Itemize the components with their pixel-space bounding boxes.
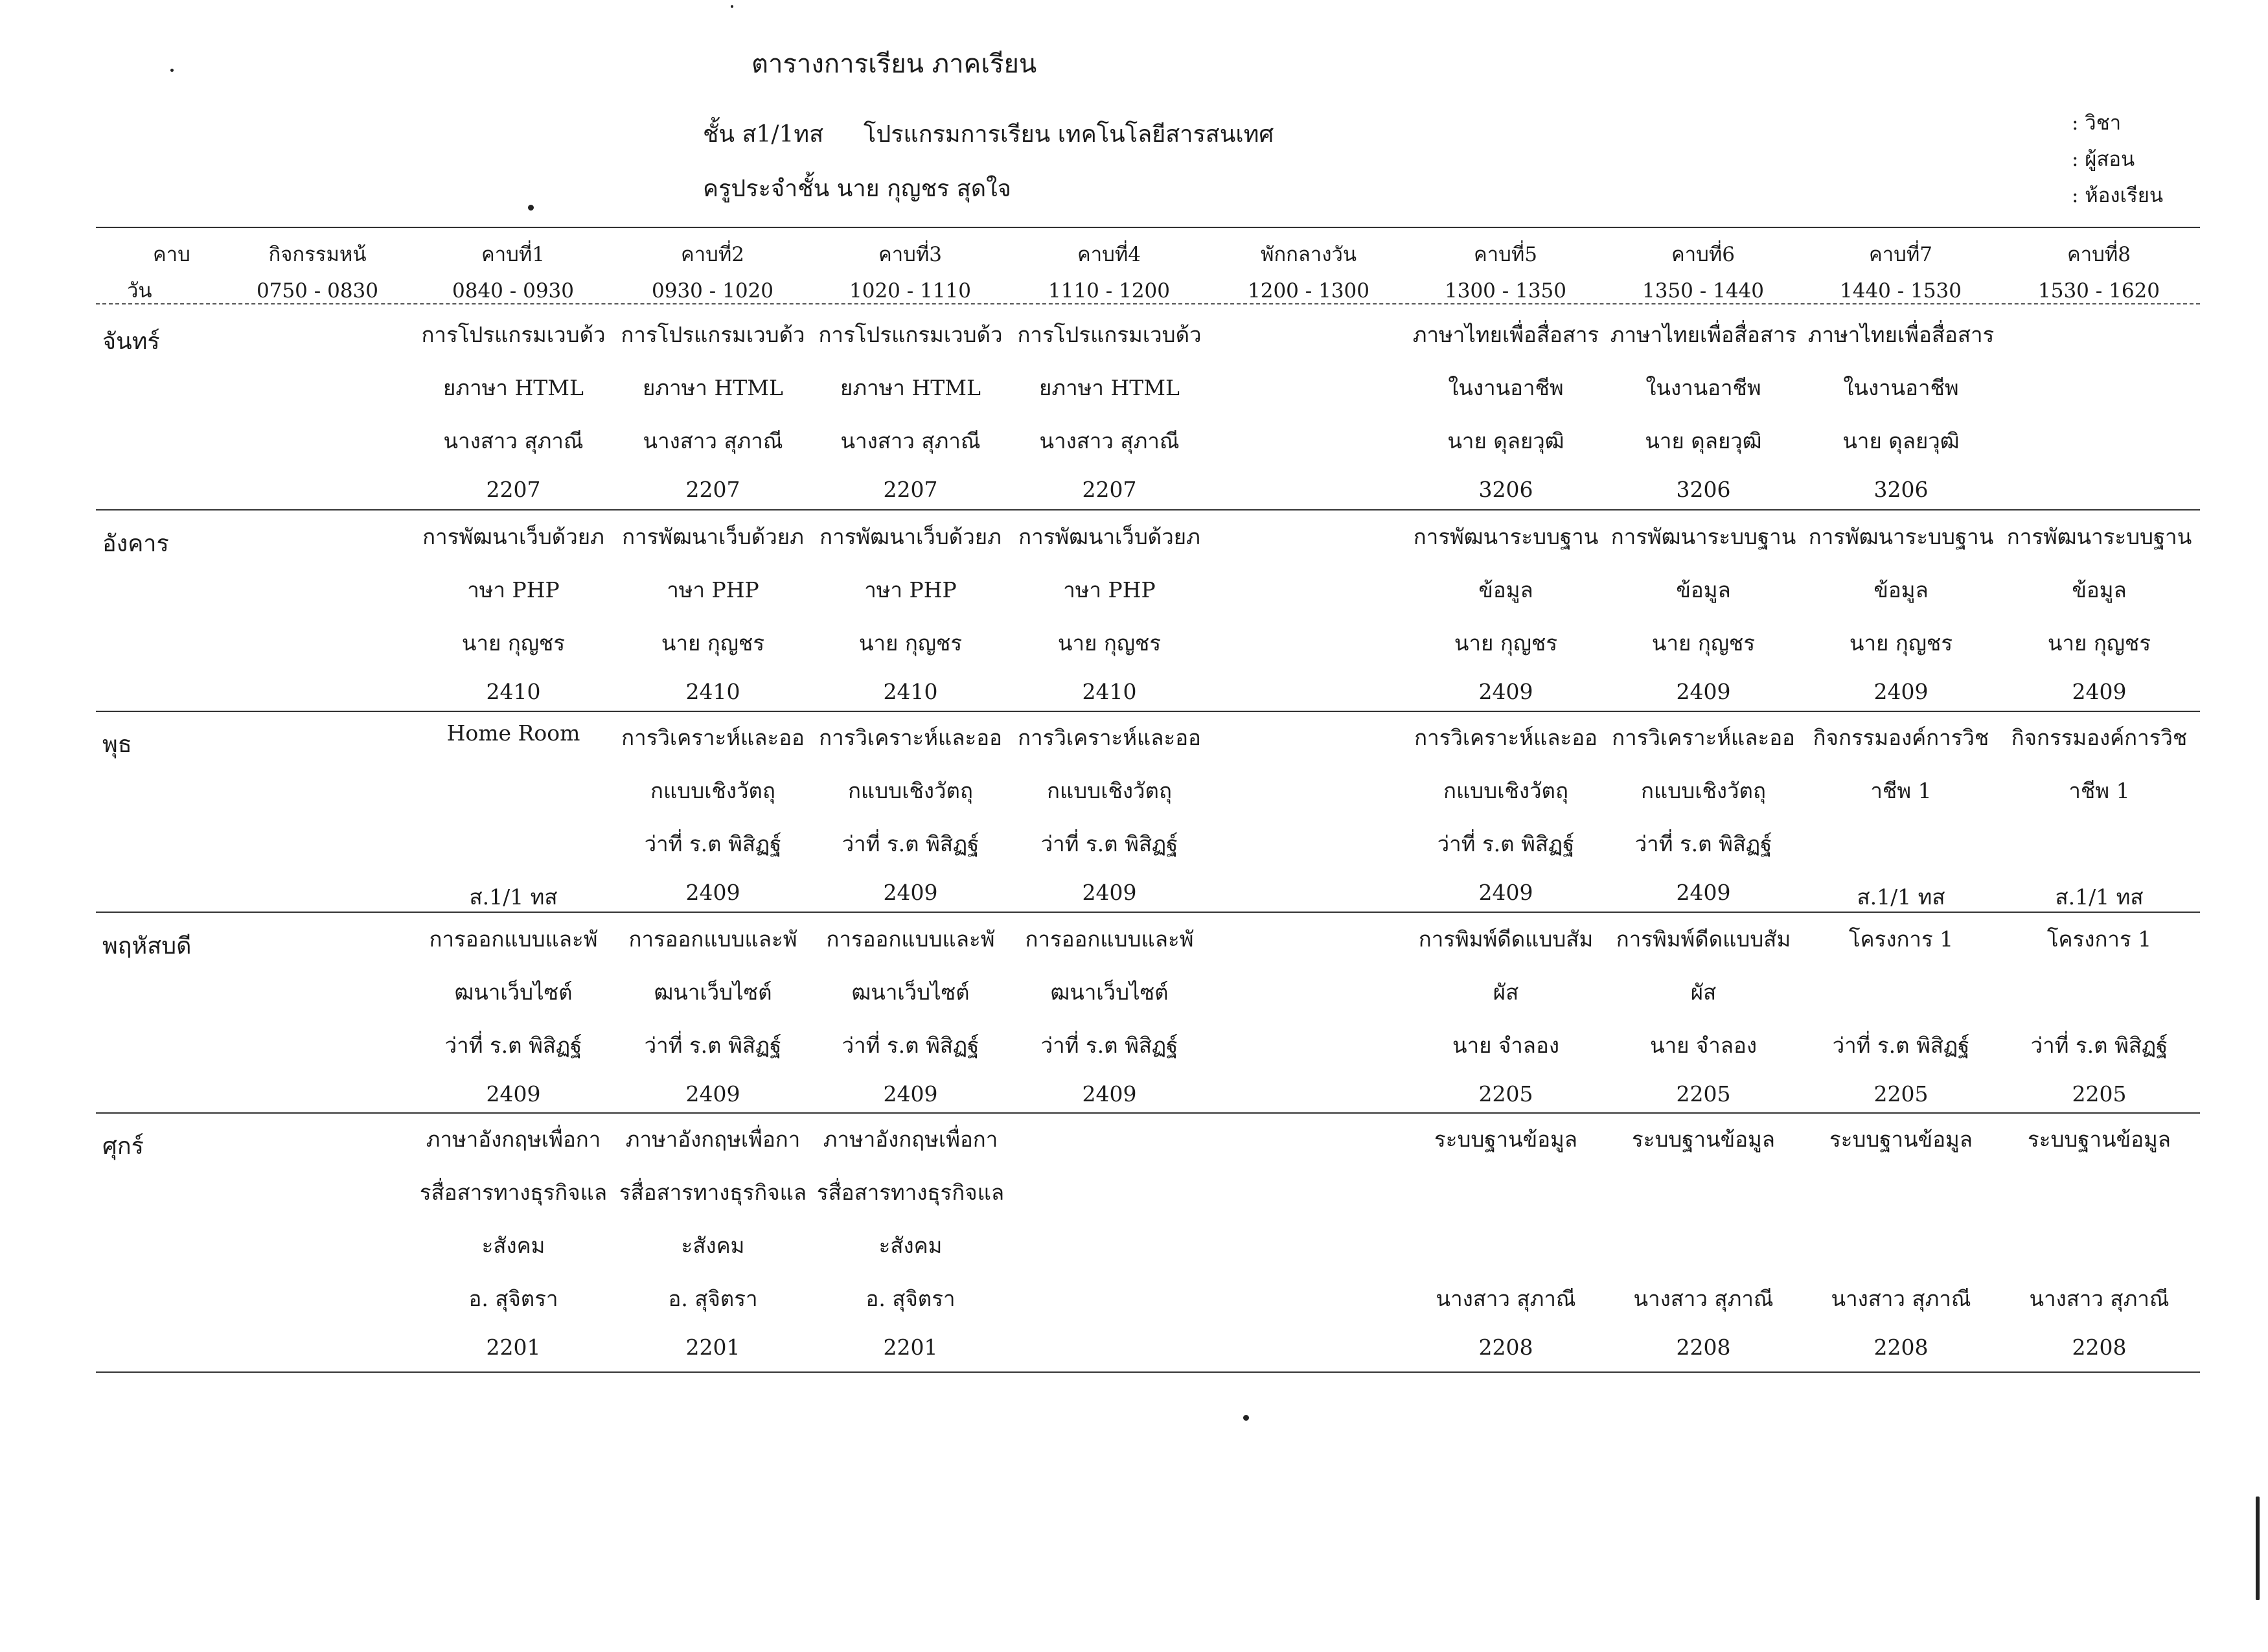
cell-line: าษา PHP: [667, 577, 759, 602]
column-header-label: คาบที่8: [2067, 243, 2131, 266]
cell-room: 2409: [685, 880, 740, 905]
day-label: จันทร์: [102, 328, 160, 355]
cell-subject: ภาษาอังกฤษเพื่อกา: [426, 1127, 601, 1152]
cell-line: าษา PHP: [864, 577, 957, 602]
cell-subject: โครงการ 1: [2046, 926, 2152, 952]
timetable-cell: [415, 720, 612, 915]
cell-subject: การวิเคราะห์และออ: [1018, 725, 1201, 750]
cell-subject: การพัฒนาเว็บด้วยภ: [1018, 524, 1200, 549]
cell-room: 2409: [2072, 679, 2127, 704]
cell-line: ยภาษา HTML: [443, 375, 584, 400]
cell-line: นางสาว สุภาณี: [1633, 1286, 1774, 1311]
cell-subject: การพัฒนาระบบฐาน: [1610, 524, 1796, 549]
column-header-label: พักกลางวัน: [1260, 243, 1357, 266]
cell-room: 2409: [883, 880, 938, 905]
timetable-cell: [2000, 720, 2198, 915]
table-rule: [96, 1371, 2200, 1373]
timetable-cell: [1802, 317, 2000, 512]
timetable-cell: [812, 922, 1009, 1116]
scan-edge-mark: [2256, 1497, 2260, 1600]
cell-room: 2205: [1676, 1081, 1731, 1107]
cell-subject: การออกแบบและพั: [826, 926, 995, 952]
cell-line: ว่าที่ ร.ต พิสิฏฐ์: [644, 831, 782, 856]
table-rule: [96, 303, 2200, 304]
cell-subject: การพัฒนาระบบฐาน: [1413, 524, 1599, 549]
day-label: พุธ: [102, 731, 132, 758]
cell-line: ว่าที่ ร.ต พิสิฏฐ์: [1634, 831, 1772, 856]
scan-speck: [528, 205, 534, 211]
timetable-cell: [614, 720, 812, 915]
timetable-cell: [2000, 520, 2198, 714]
column-header-label: คาบที่6: [1671, 243, 1735, 266]
cell-line: อ. สุจิตรา: [468, 1286, 558, 1311]
cell-room: 2201: [486, 1335, 541, 1360]
cell-room: 2207: [883, 477, 938, 502]
column-header-time: 1020 - 1110: [849, 279, 971, 303]
cell-line: ว่าที่ ร.ต พิสิฏฐ์: [1832, 1033, 1970, 1058]
cell-line: ยภาษา HTML: [1039, 375, 1180, 400]
cell-line: นาย กุญชร: [1651, 630, 1756, 656]
homeroom-teacher: ครูประจำชั้น นาย กุญชร สุดใจ: [703, 176, 1011, 202]
timetable-cell: [1802, 520, 2000, 714]
cell-subject: การวิเคราะห์และออ: [1414, 725, 1598, 750]
timetable-cell: [2000, 1122, 2198, 1360]
cell-line: ผัส: [1493, 980, 1519, 1005]
cell-room: 2410: [486, 679, 541, 704]
cell-line: ในงานอาชีพ: [1843, 375, 1959, 400]
cell-line: กแบบเชิงวัตถุ: [1047, 778, 1172, 803]
cell-subject: การโปรแกรมเวบด้ว: [1017, 322, 1202, 347]
cell-subject: การพัฒนาระบบฐาน: [2006, 524, 2192, 549]
column-header-time: 0930 - 1020: [652, 279, 773, 303]
cell-line: ฒนาเว็บไซต์: [454, 980, 573, 1005]
cell-room: 2205: [1873, 1081, 1929, 1107]
timetable-cell: [812, 317, 1009, 512]
cell-line: ข้อมูล: [1676, 577, 1731, 602]
cell-line: นางสาว สุภาณี: [2029, 1286, 2170, 1311]
cell-line: ว่าที่ ร.ต พิสิฏฐ์: [644, 1033, 782, 1058]
cell-subject: การพิมพ์ดีดแบบสัม: [1616, 926, 1791, 952]
scan-speck: [731, 5, 733, 8]
cell-room: 2409: [1873, 679, 1929, 704]
timetable-cell: [1802, 922, 2000, 1116]
cell-room: 2201: [883, 1335, 938, 1360]
cell-subject: กิจกรรมองค์การวิช: [2011, 725, 2188, 750]
cell-subject: การพัฒนาเว็บด้วยภ: [622, 524, 804, 549]
cell-line: รสื่อสารทางธุรกิจแล: [419, 1180, 608, 1205]
cell-subject: การออกแบบและพั: [628, 926, 797, 952]
column-header-label: คาบที่3: [878, 243, 942, 266]
cell-line: ในงานอาชีพ: [1448, 375, 1564, 400]
cell-line: อ. สุจิตรา: [668, 1286, 758, 1311]
cell-line: ะสังคม: [681, 1233, 745, 1258]
cell-room: 2409: [883, 1081, 938, 1107]
table-rule: [96, 509, 2200, 511]
cell-subject: การออกแบบและพั: [1025, 926, 1194, 952]
day-label: ศุกร์: [102, 1133, 144, 1160]
cell-room: 2205: [2072, 1081, 2127, 1107]
column-header-label: คาบที่4: [1077, 243, 1141, 266]
timetable-cell: [1605, 720, 1802, 915]
scan-speck: [1243, 1415, 1249, 1421]
cell-subject: การพิมพ์ดีดแบบสัม: [1418, 926, 1594, 952]
class-label: ชั้น ส1/1ทส: [703, 121, 824, 148]
timetable-cell: [1802, 1122, 2000, 1360]
cell-subject: ภาษาไทยเพื่อสื่อสาร: [1610, 322, 1797, 347]
column-header-time: 1200 - 1300: [1248, 279, 1369, 303]
cell-subject: ระบบฐานข้อมูล: [1632, 1127, 1775, 1152]
cell-room: 3206: [1873, 477, 1929, 502]
cell-line: นางสาว สุภาณี: [643, 428, 783, 453]
cell-subject: ระบบฐานข้อมูล: [1829, 1127, 1973, 1152]
table-rule: [96, 711, 2200, 712]
cell-subject: ภาษาไทยเพื่อสื่อสาร: [1807, 322, 1995, 347]
cell-room: 3206: [1478, 477, 1533, 502]
timetable-cell: [1407, 922, 1605, 1116]
column-header-time: 1110 - 1200: [1048, 279, 1170, 303]
legend-subject: : วิชา: [2072, 111, 2122, 135]
column-header-time: 0840 - 0930: [452, 279, 574, 303]
cell-line: ะสังคม: [878, 1233, 943, 1258]
timetable-cell: [1011, 520, 1208, 714]
timetable-cell: [2000, 922, 2198, 1116]
cell-room: 3206: [1676, 477, 1731, 502]
cell-room: 2201: [685, 1335, 740, 1360]
scan-speck: [170, 69, 174, 72]
cell-room: 2205: [1478, 1081, 1533, 1107]
timetable-cell: [415, 922, 612, 1116]
legend-teacher: : ผู้สอน: [2072, 148, 2135, 171]
cell-line: ว่าที่ ร.ต พิสิฏฐ์: [2030, 1033, 2168, 1058]
column-header-label: คาบที่7: [1869, 243, 1932, 266]
timetable-cell: [614, 922, 812, 1116]
cell-subject: ภาษาอังกฤษเพื่อกา: [625, 1127, 801, 1152]
column-header-time: 1350 - 1440: [1642, 279, 1764, 303]
timetable-cell: [1407, 317, 1605, 512]
cell-line: ในงานอาชีพ: [1645, 375, 1761, 400]
cell-line: นางสาว สุภาณี: [443, 428, 584, 453]
timetable-cell: [415, 520, 612, 714]
cell-line: นาย กุญชร: [1849, 630, 1953, 656]
cell-line: กแบบเชิงวัตถุ: [650, 778, 775, 803]
cell-line: นาย ดุลยวุฒิ: [1645, 428, 1762, 453]
timetable-cell: [812, 520, 1009, 714]
timetable-cell: [415, 317, 612, 512]
column-header-time: 0750 - 0830: [257, 279, 378, 303]
cell-line: นางสาว สุภาณี: [840, 428, 981, 453]
column-header-label: กิจกรรมหน้: [268, 243, 367, 266]
table-rule: [96, 227, 2200, 228]
corner-period-label: คาบ: [153, 243, 190, 266]
cell-line: นางสาว สุภาณี: [1831, 1286, 1971, 1311]
legend: [2072, 105, 2163, 214]
cell-line: อ. สุจิตรา: [865, 1286, 956, 1311]
column-header-time: 1440 - 1530: [1840, 279, 1962, 303]
cell-line: ว่าที่ ร.ต พิสิฏฐ์: [444, 1033, 582, 1058]
timetable-cell: [812, 1122, 1009, 1360]
cell-room: 2409: [486, 1081, 541, 1107]
cell-subject: การพัฒนาระบบฐาน: [1808, 524, 1994, 549]
cell-line: ยภาษา HTML: [840, 375, 981, 400]
cell-subject: การโปรแกรมเวบด้ว: [818, 322, 1003, 347]
timetable-cell: [1407, 1122, 1605, 1360]
cell-room: 2207: [486, 477, 541, 502]
cell-room: 2208: [1873, 1335, 1929, 1360]
cell-line: ข้อมูล: [1478, 577, 1533, 602]
cell-line: ฒนาเว็บไซต์: [654, 980, 772, 1005]
cell-subject: การพัฒนาเว็บด้วยภ: [422, 524, 604, 549]
cell-line: นาย กุญชร: [1057, 630, 1162, 656]
timetable-cell: [614, 317, 812, 512]
cell-line: นาย จำลอง: [1452, 1033, 1559, 1058]
cell-room: 2208: [1676, 1335, 1731, 1360]
cell-line: าษา PHP: [467, 577, 560, 602]
table-rule: [96, 1112, 2200, 1114]
cell-room: 2208: [2072, 1335, 2127, 1360]
cell-subject: กิจกรรมองค์การวิช: [1813, 725, 1989, 750]
column-header-time: 1530 - 1620: [2038, 279, 2160, 303]
timetable-cell: [415, 1122, 612, 1360]
cell-subject: การวิเคราะห์และออ: [819, 725, 1002, 750]
cell-room: 2207: [685, 477, 740, 502]
cell-line: ะสังคม: [481, 1233, 545, 1258]
cell-room: 2409: [1478, 679, 1533, 704]
cell-line: ว่าที่ ร.ต พิสิฏฐ์: [842, 1033, 979, 1058]
cell-subject: การออกแบบและพั: [429, 926, 598, 952]
cell-line: ว่าที่ ร.ต พิสิฏฐ์: [842, 831, 979, 856]
cell-room: 2410: [1082, 679, 1137, 704]
cell-subject: การโปรแกรมเวบด้ว: [421, 322, 606, 347]
cell-subject: การวิเคราะห์และออ: [1612, 725, 1795, 750]
cell-line: ข้อมูล: [2072, 577, 2127, 602]
cell-line: ฒนาเว็บไซต์: [851, 980, 970, 1005]
cell-subject: ระบบฐานข้อมูล: [1434, 1127, 1577, 1152]
cell-room: 2409: [1082, 1081, 1137, 1107]
cell-line: รสื่อสารทางธุรกิจแล: [619, 1180, 807, 1205]
cell-line: ว่าที่ ร.ต พิสิฏฐ์: [1040, 831, 1178, 856]
timetable-cell: [1407, 720, 1605, 915]
corner-day-label: วัน: [127, 279, 152, 303]
cell-line: นาย กุญชร: [661, 630, 765, 656]
cell-subject: ภาษาอังกฤษเพื่อกา: [823, 1127, 998, 1152]
timetable-cell: [1605, 520, 1802, 714]
cell-subject: การวิเคราะห์และออ: [621, 725, 805, 750]
timetable-cell: [614, 1122, 812, 1360]
cell-subject: Home Room: [446, 720, 580, 746]
cell-line: าษา PHP: [1063, 577, 1156, 602]
cell-line: ว่าที่ ร.ต พิสิฏฐ์: [1437, 831, 1575, 856]
cell-subject: การโปรแกรมเวบด้ว: [621, 322, 805, 347]
cell-line: นาย กุญชร: [2047, 630, 2151, 656]
cell-line: ข้อมูล: [1873, 577, 1929, 602]
timetable-cell: [1011, 317, 1208, 512]
timetable-cell: [1011, 720, 1208, 915]
cell-room: ส.1/1 ทส: [2055, 884, 2144, 910]
cell-room: 2207: [1082, 477, 1137, 502]
cell-room: 2409: [1676, 880, 1731, 905]
cell-room: ส.1/1 ทส: [469, 884, 558, 910]
cell-room: 2410: [685, 679, 740, 704]
cell-room: 2409: [1082, 880, 1137, 905]
cell-room: 2409: [1478, 880, 1533, 905]
cell-subject: การพัฒนาเว็บด้วยภ: [819, 524, 1002, 549]
cell-line: รสื่อสารทางธุรกิจแล: [816, 1180, 1005, 1205]
cell-room: 2410: [883, 679, 938, 704]
cell-room: ส.1/1 ทส: [1857, 884, 1945, 910]
timetable-cell: [614, 520, 812, 714]
timetable-cell: [1011, 922, 1208, 1116]
cell-line: นาย ดุลยวุฒิ: [1842, 428, 1960, 453]
cell-line: ฒนาเว็บไซต์: [1050, 980, 1169, 1005]
cell-line: นาย กุญชร: [461, 630, 566, 656]
cell-subject: โครงการ 1: [1848, 926, 1954, 952]
column-header-label: คาบที่1: [481, 243, 545, 266]
cell-line: ยภาษา HTML: [643, 375, 783, 400]
cell-line: นาย ดุลยวุฒิ: [1447, 428, 1564, 453]
cell-line: นาย จำลอง: [1650, 1033, 1757, 1058]
timetable-cell: [1407, 520, 1605, 714]
cell-line: าชีพ 1: [2068, 778, 2130, 803]
cell-room: 2208: [1478, 1335, 1533, 1360]
timetable-cell: [812, 720, 1009, 915]
cell-line: กแบบเชิงวัตถุ: [848, 778, 973, 803]
timetable-cell: [1802, 720, 2000, 915]
timetable-cell: [1605, 922, 1802, 1116]
cell-line: ว่าที่ ร.ต พิสิฏฐ์: [1040, 1033, 1178, 1058]
table-rule: [96, 912, 2200, 913]
cell-line: นางสาว สุภาณี: [1039, 428, 1180, 453]
day-label: อังคาร: [102, 531, 169, 557]
cell-subject: ระบบฐานข้อมูล: [2028, 1127, 2171, 1152]
legend-room: : ห้องเรียน: [2072, 184, 2164, 207]
column-header-label: คาบที่2: [681, 243, 744, 266]
cell-line: กแบบเชิงวัตถุ: [1641, 778, 1766, 803]
cell-line: นาย กุญชร: [858, 630, 963, 656]
cell-room: 2409: [685, 1081, 740, 1107]
timetable-cell: [1605, 317, 1802, 512]
cell-line: นางสาว สุภาณี: [1436, 1286, 1576, 1311]
timetable-cell: [1605, 1122, 1802, 1360]
day-label: พฤหัสบดี: [102, 933, 192, 959]
cell-line: นาย กุญชร: [1454, 630, 1558, 656]
page-title: ตารางการเรียน ภาคเรียน: [751, 49, 1037, 79]
program-label: โปรแกรมการเรียน เทคโนโลยีสารสนเทศ: [864, 121, 1274, 148]
column-header-label: คาบที่5: [1474, 243, 1537, 266]
cell-subject: ภาษาไทยเพื่อสื่อสาร: [1412, 322, 1599, 347]
cell-room: 2409: [1676, 679, 1731, 704]
cell-line: ผัส: [1690, 980, 1717, 1005]
cell-line: าชีพ 1: [1870, 778, 1932, 803]
column-header-time: 1300 - 1350: [1445, 279, 1566, 303]
cell-line: กแบบเชิงวัตถุ: [1443, 778, 1568, 803]
